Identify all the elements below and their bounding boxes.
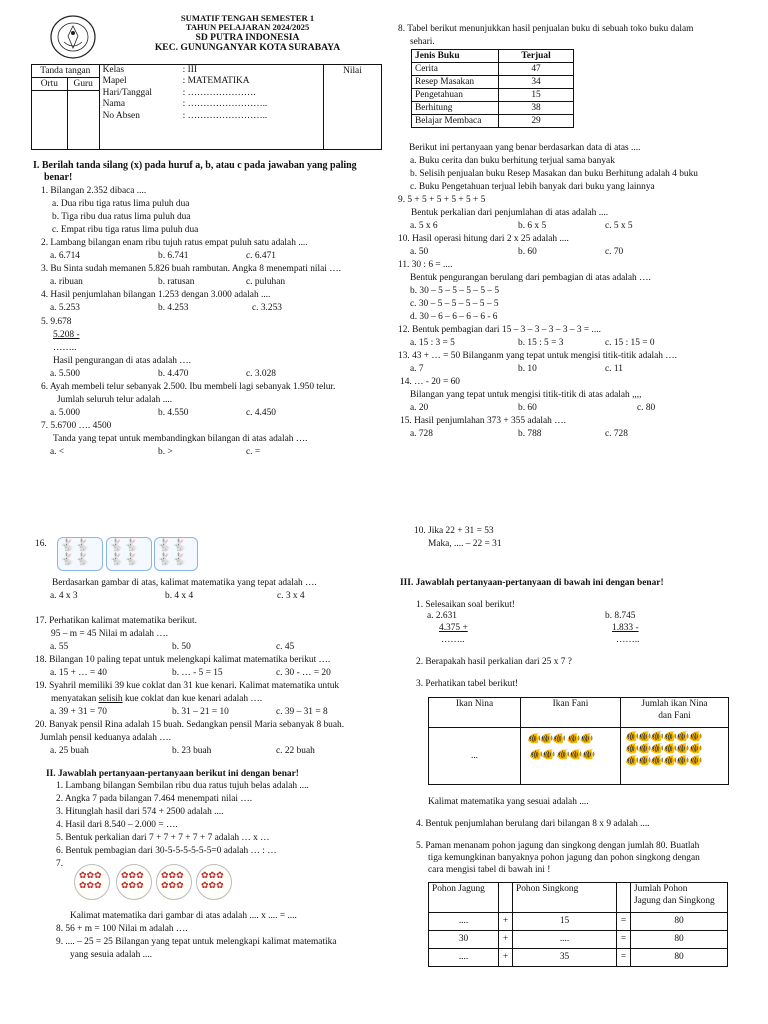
q6-text-cont: Jumlah seluruh telur adalah .... [57, 395, 173, 405]
q1-text: 1. Bilangan 2.352 dibaca .... [41, 186, 147, 196]
q12-option-b[interactable]: b. 15 : 5 = 3 [518, 338, 564, 348]
teacher-label: Guru [67, 78, 99, 91]
plus-cell: + [499, 949, 513, 967]
q15-option-b[interactable]: b. 788 [518, 429, 542, 439]
section-1-title: I. Berilah tanda silang (x) pada huruf a, b, atau c pada jawaban yang paling [33, 160, 357, 171]
subject-label: Mapel [102, 76, 127, 87]
q9-text: 9. 5 + 5 + 5 + 5 + 5 + 5 [398, 195, 486, 205]
plus-cell: + [499, 913, 513, 931]
header-line-2: TAHUN PELAJARAN 2024/2025 [185, 22, 310, 33]
q16-option-b[interactable]: b. 4 x 4 [165, 591, 194, 601]
name-field[interactable]: : …………………….. [182, 99, 268, 110]
table-row [412, 102, 574, 115]
s3-q5: 5. Paman menanam pohon jagung dan singkong dengan jumlah 80. Buatlah [416, 841, 700, 851]
q18-option-c[interactable]: c. 30 - … = 20 [276, 668, 331, 678]
fish-fani-cell [521, 728, 621, 785]
fish-nina-blank: ... [470, 750, 479, 761]
class-label: Kelas [102, 65, 124, 75]
q19-text-cont [51, 693, 262, 705]
q18-option-a[interactable]: a. 15 + … = 40 [50, 668, 107, 678]
table-row [412, 115, 574, 128]
q14-option-b[interactable]: b. 60 [518, 403, 537, 413]
q8-option-c[interactable]: c. Buku Pengetahuan terjual lebih banyak dari buku yang lainnya [410, 182, 655, 192]
fish-icon: 🐠🐠🐠🐠🐠🐠 [625, 755, 702, 767]
section-3-title: III. Jawablah pertanyaan-pertanyaan di bawah ini dengan benar! [400, 578, 664, 588]
q2-option-c[interactable]: c. 6.471 [246, 251, 276, 261]
book-type-cell: Pengetahuan [412, 89, 499, 102]
fish-nina-cell[interactable] [429, 728, 521, 785]
q5-question: Hasil pengurangan di atas adalah …. [53, 356, 191, 366]
score-box[interactable] [323, 65, 381, 150]
corn-cell[interactable]: 30 [429, 931, 499, 949]
q12-text: 12. Bentuk pembagian dari 15 – 3 – 3 – 3 – 3 – 3 = .... [398, 325, 601, 335]
s3-q3-question: Kalimat matematika yang sesuai adalah .... [428, 797, 589, 807]
book-type-cell: Belajar Membaca [412, 115, 499, 128]
essay-item: 3. Hitunglah hasil dari 574 + 2500 adalah .... [56, 807, 224, 817]
q1-option-b[interactable]: b. Tiga ribu dua ratus lima puluh dua [52, 212, 191, 222]
essay-item: 6. Bentuk pembagian dari 30-5-5-5-5-5-5=0 adalah … : … [56, 846, 277, 856]
table-row [429, 931, 728, 949]
q20-text-cont: Jumlah pensil keduanya adalah …. [40, 733, 171, 743]
flower-group-4: ✿✿✿ ✿✿✿ [196, 864, 232, 900]
equals-cell: = [617, 913, 631, 931]
absence-number-label: No Absen [102, 110, 140, 121]
date-label: Hari/Tanggal [102, 87, 152, 98]
sold-header: Terjual [499, 50, 574, 63]
q8-question: Berikut ini pertanyaan yang benar berdasarkan data di atas .... [409, 143, 641, 153]
q15-option-c[interactable]: c. 728 [605, 429, 628, 439]
s3-q1a-bottom: 4.375 + [439, 623, 468, 633]
table-row [412, 89, 574, 102]
s3-q1: 1. Selesaikan soal berikut! [416, 600, 515, 610]
rabbit-icon: 🐇🐇 [157, 538, 187, 552]
book-sales-table [411, 49, 574, 128]
s3-q1b-bottom: 1.833 - [612, 623, 639, 633]
s3-q1b-answer[interactable]: …….. [616, 635, 640, 645]
q6-text: 6. Ayah membeli telur sebanyak 2.500. Ibu membeli lagi sebanyak 1.950 telur. [41, 382, 336, 392]
table-row [412, 63, 574, 76]
fish-fani-header: Ikan Fani [521, 698, 621, 728]
s3-q1b-top: b. 8.745 [605, 611, 636, 621]
rabbit-icon: 🐇🐇 [109, 538, 139, 552]
q9-option-b[interactable]: b. 6 x 5 [518, 221, 547, 231]
corn-cell[interactable]: .... [429, 913, 499, 931]
equals-cell: = [617, 949, 631, 967]
q9-question: Bentuk perkalian dari penjumlahan di atas adalah .... [411, 208, 609, 218]
essay-item: 7. [56, 859, 64, 869]
q13-option-c[interactable]: c. 11 [605, 364, 623, 374]
signature-label: Tanda tangan [32, 65, 100, 78]
corn-cell[interactable]: .... [429, 949, 499, 967]
q16-number: 16. [35, 539, 47, 549]
q11-option-b[interactable]: b. 30 – 5 – 5 – 5 – 5 – 5 [410, 286, 500, 296]
q16-option-c[interactable]: c. 3 x 4 [277, 591, 305, 601]
table-row [412, 76, 574, 89]
q8-option-a[interactable]: a. Buku cerita dan buku berhitung terjual sama banyak [410, 156, 615, 166]
q18-option-b[interactable]: b. … - 5 = 15 [172, 668, 223, 678]
q11-option-d[interactable]: d. 30 – 6 – 6 – 6 – 6 - 6 [410, 312, 498, 322]
header-school: SD PUTRA INDONESIA [195, 31, 300, 43]
tree-total-header-line: Jumlah Pohon [634, 884, 688, 894]
q17-option-c[interactable]: c. 45 [276, 642, 295, 652]
q8-text: 8. Tabel berikut menunjukkan hasil penjualan buku di sebuah toko buku dalam [398, 24, 694, 34]
q20-option-a[interactable]: a. 25 buah [50, 746, 89, 756]
q3-option-b[interactable]: b. ratusan [158, 277, 195, 287]
q14-text: 14. … - 20 = 60 [400, 377, 460, 387]
cassava-cell[interactable]: 35 [513, 949, 617, 967]
plus-cell: + [499, 931, 513, 949]
section-2-title: II. Jawablah pertanyaan-pertanyaan berikut ini dengan benar! [46, 769, 299, 779]
essay-10-text: 10. Jika 22 + 31 = 53 [414, 526, 494, 536]
q15-text: 15. Hasil penjumlahan 373 + 355 adalah …. [400, 416, 566, 426]
cassava-cell[interactable]: 15 [513, 913, 617, 931]
q9-option-c[interactable]: c. 5 x 5 [605, 221, 633, 231]
q19-text: 19. Syahril memiliki 39 kue coklat dan 31 kue kenari. Kalimat matematika untuk [35, 681, 340, 691]
total-cell: 80 [631, 913, 728, 931]
q7-option-b[interactable]: b. > [158, 447, 173, 457]
s3-q4: 4. Bentuk penjumlahan berulang dari bilangan 8 x 9 adalah .... [416, 819, 650, 829]
fish-total-header [621, 698, 729, 728]
bunny-group-3 [154, 537, 198, 571]
q12-option-a[interactable]: a. 15 : 3 = 5 [410, 338, 455, 348]
sold-cell: 15 [499, 89, 574, 102]
essay-item: 8. 56 + m = 100 Nilai m adalah …. [56, 924, 188, 934]
q3-option-c[interactable]: c. puluhan [246, 277, 286, 287]
sold-cell: 47 [499, 63, 574, 76]
q13-text: 13. 43 + … = 50 Bilanganm yang tepat untuk mengisi titik-titik adalah …. [398, 351, 678, 361]
fish-nina-header: Ikan Nina [429, 698, 521, 728]
teacher-signature-box[interactable] [67, 91, 99, 150]
q7-text: 7. 5.6700 …. 4500 [41, 421, 112, 431]
q14-option-c[interactable]: c. 80 [637, 403, 656, 413]
total-cell: 80 [631, 931, 728, 949]
q2-option-b[interactable]: b. 6.741 [158, 251, 189, 261]
section-1-title-cont: benar! [44, 172, 73, 183]
q14-question: Bilangan yang tepat untuk mengisi titik-titik di atas adalah ,,,, [410, 390, 642, 400]
q10-text: 10. Hasil operasi hitung dari 2 x 25 adalah .... [398, 234, 569, 244]
s3-q2: 2. Berapakah hasil perkalian dari 25 x 7 ? [416, 657, 572, 667]
flower-group-1: ✿✿✿ ✿✿✿ [74, 864, 110, 900]
q6-option-a[interactable]: a. 5.000 [50, 408, 80, 418]
sold-cell: 34 [499, 76, 574, 89]
q19-text-part: kue coklat dan kue kenari adalah …. [122, 694, 263, 704]
q19-option-b[interactable]: b. 31 – 21 = 10 [172, 707, 229, 717]
class-value[interactable]: : III [182, 65, 197, 75]
absence-number-field[interactable]: : …………………….. [182, 110, 268, 121]
q10-option-c[interactable]: c. 70 [605, 247, 624, 257]
q11-question: Bentuk pengurangan berulang dari pembagian di atas adalah …. [410, 273, 651, 283]
q16-option-a[interactable]: a. 4 x 3 [50, 591, 78, 601]
essay-10-question: Maka, .... – 22 = 31 [428, 539, 502, 549]
q10-option-b[interactable]: b. 60 [518, 247, 537, 257]
fish-icon: 🐠🐠🐠🐠🐠🐠 [625, 731, 702, 743]
s3-q3: 3. Perhatikan tabel berikut! [416, 679, 519, 689]
q5-option-c[interactable]: c. 3.028 [246, 369, 276, 379]
header-line-1: SUMATIF TENGAH SEMESTER 1 [180, 13, 315, 23]
parent-signature-box[interactable] [32, 91, 68, 150]
q7-option-c[interactable]: c. = [246, 447, 261, 457]
rabbit-icon: 🐇🐇 [60, 552, 90, 567]
header-district: KEC. GUNUNGANYAR KOTA SURABAYA [154, 42, 341, 54]
document-header [140, 14, 355, 54]
score-label: Nilai [343, 66, 362, 76]
q18-text: 18. Bilangan 10 paling tepat untuk melengkapi kalimat matematika berikut …. [35, 655, 331, 665]
s3-q1a-top: a. 2.631 [427, 611, 457, 621]
q4-option-a[interactable]: a. 5.253 [50, 303, 80, 313]
rabbit-icon: 🐇🐇 [157, 552, 187, 567]
essay-item: 2. Angka 7 pada bilangan 7.464 menempati nilai …. [56, 794, 253, 804]
q2-option-a[interactable]: a. 6.714 [50, 251, 80, 261]
fish-total-header-line: Jumlah ikan Nina [641, 699, 708, 709]
essay-7-question: Kalimat matematika dari gambar di atas adalah .... x .... = .... [70, 911, 297, 921]
s3-q1a-answer[interactable]: …….. [441, 635, 465, 645]
book-type-cell: Resep Masakan [412, 76, 499, 89]
fish-icon: 🐠🐠🐠🐠🐠🐠 [625, 743, 702, 755]
essay-item: 4. Hasil dari 8.540 – 2.000 = …. [56, 820, 178, 830]
book-type-cell: Cerita [412, 63, 499, 76]
identity-fields [99, 65, 317, 150]
q14-option-a[interactable]: a. 20 [410, 403, 429, 413]
fish-table [428, 697, 729, 785]
q5-option-b[interactable]: b. 4.470 [158, 369, 189, 379]
essay-item: 5. Bentuk perkalian dari 7 + 7 + 7 + 7 + 7 adalah … x … [56, 833, 270, 843]
flower-group-2: ✿✿✿ ✿✿✿ [116, 864, 152, 900]
student-info-table [31, 64, 382, 150]
q5-subtrahend: 5.208 - [53, 330, 80, 340]
q1-option-a[interactable]: a. Dua ribu tiga ratus lima puluh dua [52, 199, 190, 209]
q7-question: Tanda yang tepat untuk membandingkan bilangan di atas adalah …. [53, 434, 308, 444]
essay-item: 1. Lambang bilangan Sembilan ribu dua ratus tujuh belas adalah .... [56, 781, 309, 791]
parent-label: Ortu [32, 78, 68, 91]
date-field[interactable]: : …………………. [182, 87, 256, 98]
sold-cell: 29 [499, 115, 574, 128]
tree-total-header [631, 883, 728, 913]
book-type-cell: Berhitung [412, 102, 499, 115]
name-label: Nama [102, 99, 126, 110]
s3-q5-cont: cara mengisi tabel di bawah ini ! [428, 865, 551, 875]
book-type-header: Jenis Buku [412, 50, 499, 63]
table-row [429, 913, 728, 931]
q8-option-b[interactable]: b. Selisih penjualan buku Resep Masakan dan buku Berhitung adalah 4 buku [410, 169, 698, 179]
q7-option-a[interactable]: a. < [50, 447, 65, 457]
equals-cell: = [617, 931, 631, 949]
q11-text: 11. 30 : 6 = .... [398, 260, 453, 270]
s3-q5-cont: tiga kemungkinan banyaknya pohon jagung dan pohon singkong dengan [428, 853, 700, 863]
q17-option-b[interactable]: b. 50 [172, 642, 191, 652]
bunny-group-1 [57, 537, 103, 571]
total-cell: 80 [631, 949, 728, 967]
flower-group-3: ✿✿✿ ✿✿✿ [156, 864, 192, 900]
tree-total-header-line: Jagung dan Singkong [634, 896, 715, 907]
q16-question: Berdasarkan gambar di atas, kalimat matematika yang tepat adalah …. [52, 578, 317, 588]
fish-icon: 🐠🐠🐠 🐠🐠 [527, 733, 593, 745]
q19-keyword: selisih [98, 694, 123, 704]
q13-option-b[interactable]: b. 10 [518, 364, 537, 374]
q19-option-a[interactable]: a. 39 + 31 = 70 [50, 707, 107, 717]
q6-option-b[interactable]: b. 4.550 [158, 408, 189, 418]
q8-text-cont: sehari. [410, 37, 435, 47]
q20-text: 20. Banyak pensil Rina adalah 15 buah. Sedangkan pensil Maria sebanyak 8 buah. [35, 720, 345, 730]
q4-text: 4. Hasil penjumlahan bilangan 1.253 dengan 3.000 adalah .... [41, 290, 271, 300]
rabbit-icon: 🐇🐇 [60, 538, 90, 552]
essay-item: 9. .... – 25 = 25 Bilangan yang tepat untuk melengkapi kalimat matematika [56, 937, 337, 947]
fish-icon: 🐠🐠 🐠🐠🐠 [529, 749, 595, 761]
q20-option-b[interactable]: b. 23 buah [172, 746, 212, 756]
q17-equation: 95 – m = 45 Nilai m adalah …. [51, 629, 168, 639]
q17-option-a[interactable]: a. 55 [50, 642, 69, 652]
subject-value[interactable]: : MATEMATIKA [182, 76, 250, 87]
corn-header: Pohon Jagung [429, 883, 499, 913]
essay-item-cont: yang sesuia adalah .... [70, 950, 153, 960]
q6-option-c[interactable]: c. 4.450 [246, 408, 276, 418]
q19-text-part: menyatakan [51, 694, 99, 704]
q15-option-a[interactable]: a. 728 [410, 429, 433, 439]
bunny-group-2 [106, 537, 152, 571]
q11-option-c[interactable]: c. 30 – 5 – 5 – 5 – 5 – 5 [410, 299, 499, 309]
table-row [429, 949, 728, 967]
rabbit-icon: 🐇🐇 [109, 552, 139, 567]
q13-option-a[interactable]: a. 7 [410, 364, 424, 374]
sold-cell: 38 [499, 102, 574, 115]
fish-total-cell [621, 728, 729, 785]
q2-text: 2. Lambang bilangan enam ribu tujuh ratus empat puluh satu adalah .... [41, 238, 308, 248]
q5-text: 5. 9.678 [41, 317, 72, 327]
q12-option-c[interactable]: c. 15 : 15 = 0 [605, 338, 655, 348]
q10-option-a[interactable]: a. 50 [410, 247, 429, 257]
q20-option-c[interactable]: c. 22 buah [276, 746, 315, 756]
q19-option-c[interactable]: c. 39 – 31 = 8 [276, 707, 328, 717]
tree-table [428, 882, 728, 967]
q4-option-c[interactable]: c. 3.253 [252, 303, 282, 313]
fish-total-header-line: dan Fani [658, 711, 691, 722]
q5-option-a[interactable]: a. 5.500 [50, 369, 80, 379]
q3-text: 3. Bu Sinta sudah memanen 5.826 buah rambutan. Angka 8 menempati nilai …. [41, 264, 341, 274]
q5-answer-dots: …….. [53, 343, 77, 353]
q4-option-b[interactable]: b. 4.253 [158, 303, 189, 313]
q9-option-a[interactable]: a. 5 x 6 [410, 221, 438, 231]
q17-text: 17. Perhatikan kalimat matematika berikut. [35, 616, 197, 626]
cassava-header: Pohon Singkong [513, 883, 617, 913]
school-logo [50, 14, 96, 60]
q1-option-c[interactable]: c. Empat ribu tiga ratus lima puluh dua [52, 225, 199, 235]
cassava-cell[interactable]: .... [513, 931, 617, 949]
q3-option-a[interactable]: a. ribuan [50, 277, 83, 287]
